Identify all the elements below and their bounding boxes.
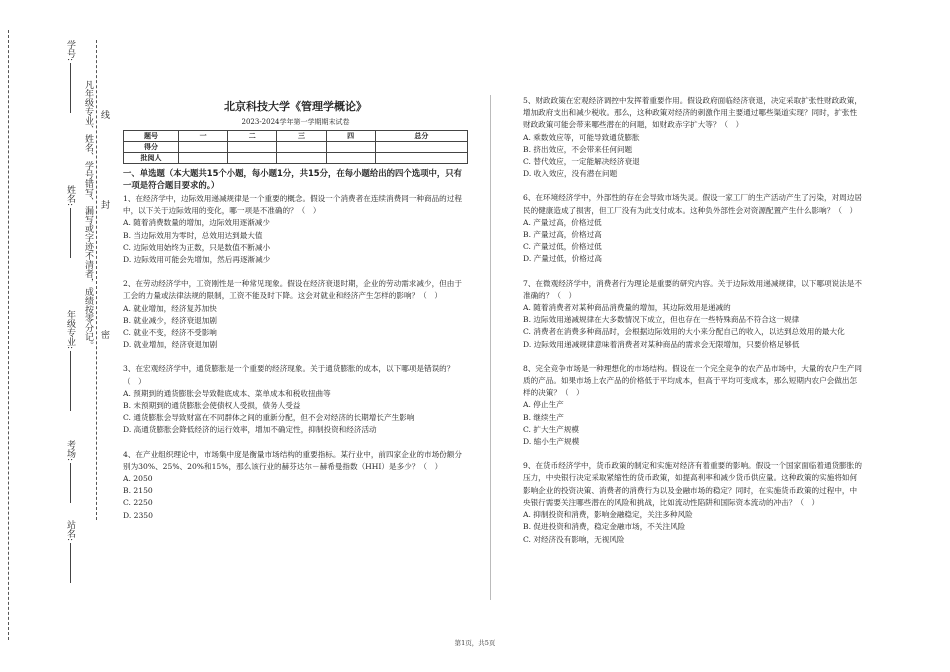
option-c: C. 通货膨胀会导致财富在不同群体之间的重新分配，但不会对经济的长期增长产生影响 [123, 413, 415, 423]
option-c: C. 就业不变，经济不受影响 [123, 328, 217, 338]
option-d: D. 就业增加，经济衰退加剧 [123, 340, 218, 350]
option-a: A. 预期到的通货膨胀会导致鞋底成本、菜单成本和税收扭曲等 [123, 388, 331, 398]
section-1-heading: 一、单选题（本大题共15个小题，每小题1分，共15分，在每小题给出的四个选项中，只有一项是符合题目要求的。） [123, 168, 463, 190]
binding-strip [0, 0, 112, 672]
score-header-cell: 总分 [375, 131, 467, 142]
option-c: C. 2250 [123, 498, 153, 508]
seal-line-label: 线 [99, 110, 109, 119]
option-a: A. 乘数效应等，可能导致通货膨胀 [523, 132, 640, 142]
question-stem: 2、在劳动经济学中，工资刚性是一种常见现象。假设在经济衰退时期，企业的劳动需求减少，但由于工会的力量或法律法规的限制，工资不能及时下降。这会对就业和经济产生怎样的影响？（ ） [123, 279, 462, 301]
question-2 [123, 278, 468, 351]
score-cell [277, 142, 326, 153]
option-b: B. 促进投资和消费，稳定金融市场，不关注风险 [523, 522, 686, 532]
option-a: A. 随着消费者对某种商品消费量的增加，其边际效用是递减的 [523, 303, 731, 313]
option-a: A. 抑制投资和消费，影响金融稳定，关注多种风险 [523, 510, 693, 520]
column-divider [490, 95, 491, 600]
field-exam-site: 考场: [64, 440, 76, 503]
option-c: C. 消费者在消费多种商品时，会根据边际效用的大小来分配自己的收入，以达到总效用的最大化 [523, 327, 845, 337]
question-stem: 9、在货币经济学中，货币政策的制定和实施对经济有着重要的影响。假设一个国家面临着通货膨胀的压力，中央银行决定采取紧缩性的货币政策，如提高利率和减少货币供应量。这种政策的实施将如何影响企业的投资决策、消费者的消费行为以及金融市场的稳定？同时，在实施货币政策的过程中，中央银行需要关注哪些潜在的风险和挑战，比如流动性陷阱和国际资本流动的冲击？（ ） [523, 461, 862, 507]
option-c: C. 替代效应，一定能解决经济衰退 [523, 157, 640, 167]
option-b: B. 产量过高，价格过高 [523, 230, 602, 240]
score-header-cell: 题号 [124, 131, 179, 142]
question-8 [523, 363, 863, 448]
option-d: D. 缩小生产规模 [523, 437, 580, 447]
field-name: 姓名: [64, 185, 76, 258]
question-stem: 1、在经济学中，边际效用递减规律是一个重要的概念。假设一个消费者在连续消费同一种商品的过程中，以下关于边际效用的变化，哪一项是不准确的？（ ） [123, 194, 462, 216]
option-a: A. 就业增加，经济复苏加快 [123, 303, 217, 313]
option-b: B. 当边际效用为零时，总效用达到最大值 [123, 230, 263, 240]
question-6 [523, 192, 863, 265]
question-7 [523, 278, 863, 351]
grader-row-label: 批阅人 [124, 153, 179, 164]
score-table-header-row [124, 131, 468, 142]
option-d: D. 2350 [123, 510, 153, 520]
exam-subtitle: 2023-2024学年第一学期期末试卷 [241, 118, 350, 126]
option-d: D. 产量过低，价格过高 [523, 254, 602, 264]
grader-cell [179, 153, 228, 164]
question-stem: 8、完全竞争市场是一种理想化的市场结构。假设在一个完全竞争的农产品市场中，大量的农户生产同质的产品。如果市场上农产品的价格低于平均成本，但高于平均可变成本，那么短期内农户会做出怎样的决策？（ ） [523, 363, 862, 398]
exam-title: 北京科技大学《管理学概论》 [224, 100, 367, 113]
option-b: B. 2150 [123, 486, 153, 496]
option-c: C. 边际效用始终为正数，只是数值不断减小 [123, 242, 271, 252]
binding-dashed-line-inner [96, 40, 97, 520]
field-class: 年级专业: [64, 310, 76, 411]
grader-cell [375, 153, 467, 164]
option-b: B. 继续生产 [523, 412, 564, 422]
option-a: A. 停止生产 [523, 400, 564, 410]
score-header-cell: 二 [228, 131, 277, 142]
option-d: D. 边际效用递减规律意味着消费者对某种商品的需求会无限增加，只要价格足够低 [523, 339, 800, 349]
grader-cell [326, 153, 375, 164]
score-cell [375, 142, 467, 153]
question-stem: 3、在宏观经济学中，通货膨胀是一个重要的经济现象。关于通货膨胀的成本，以下哪项是错误的？（ ） [123, 364, 455, 386]
score-table-grader-row [124, 153, 468, 164]
score-row-label: 得分 [124, 142, 179, 153]
question-3 [123, 363, 468, 436]
field-school: 站名: [64, 520, 76, 583]
question-stem: 5、财政政策在宏观经济调控中发挥着重要作用。假设政府面临经济衰退，决定采取扩张性财政政策，增加政府支出和减少税收。那么，这种政策对经济的刺激作用主要通过哪些渠道实现？同时，扩张性财政政策可能会带来哪些潜在的问题，如财政赤字扩大等？（ ） [523, 96, 862, 130]
option-c: C. 产量过低，价格过低 [523, 242, 602, 252]
option-b: B. 就业减少，经济衰退加剧 [123, 315, 217, 325]
field-student-id: 学号: [64, 40, 76, 113]
question-1 [123, 193, 468, 266]
score-table [123, 130, 468, 164]
score-table-score-row [124, 142, 468, 153]
score-cell [228, 142, 277, 153]
question-4 [123, 449, 468, 522]
option-a: A. 2050 [123, 474, 153, 484]
option-d: D. 高通货膨胀会降低经济的运行效率，增加不确定性，抑制投资和经济活动 [123, 425, 377, 435]
option-d: D. 边际效用可能会先增加，然后再逐渐减少 [123, 255, 271, 265]
option-c: C. 对经济没有影响，无视风险 [523, 534, 625, 544]
option-a: A. 产量过高，价格过低 [523, 217, 602, 227]
right-column [523, 95, 863, 546]
score-header-cell: 一 [179, 131, 228, 142]
option-b: B. 挤出效应，不会带来任何问题 [523, 144, 633, 154]
question-stem: 7、在微观经济学中，消费者行为理论是重要的研究内容。关于边际效用递减规律，以下哪项说法是不准确的？（ ） [523, 278, 862, 300]
question-stem: 6、在环境经济学中，外部性的存在会导致市场失灵。假设一家工厂的生产活动产生了污染，对周边居民的健康造成了损害，但工厂没有为此支付成本。这种负外部性会对资源配置产生什么影响？（ ） [523, 193, 862, 215]
option-a: A. 随着消费数量的增加，边际效用逐渐减少 [123, 218, 270, 228]
question-9 [523, 460, 863, 545]
page-footer: 第1页，共5页 [454, 639, 496, 647]
score-cell [179, 142, 228, 153]
option-b: B. 边际效用递减规律在大多数情况下成立，但也存在一些特殊商品不符合这一规律 [523, 315, 800, 325]
grader-cell [277, 153, 326, 164]
option-b: B. 未预期到的通货膨胀会使债权人受损，债务人受益 [123, 401, 301, 411]
score-header-cell: 四 [326, 131, 375, 142]
question-5 [523, 95, 863, 180]
seal-dense-label: 密 [99, 330, 109, 339]
question-stem: 4、在产业组织理论中，市场集中度是衡量市场结构的重要指标。某行业中，前四家企业的市场份额分别为30%、25%、20%和15%，那么该行业的赫芬达尔－赫希曼指数（HHI）是多少？（ ） [123, 449, 462, 471]
binding-dashed-line-outer [8, 30, 9, 640]
left-column [123, 193, 468, 522]
option-c: C. 扩大生产规模 [523, 424, 579, 434]
score-cell [326, 142, 375, 153]
score-header-cell: 三 [277, 131, 326, 142]
option-d: D. 收入效应，没有潜在问题 [523, 169, 618, 179]
grader-cell [228, 153, 277, 164]
seal-seal-label: 封 [99, 200, 109, 209]
binding-notice: 凡年级专业、姓名、学号错写、漏写或字迹不清者，成绩按零分记。 [83, 80, 93, 350]
